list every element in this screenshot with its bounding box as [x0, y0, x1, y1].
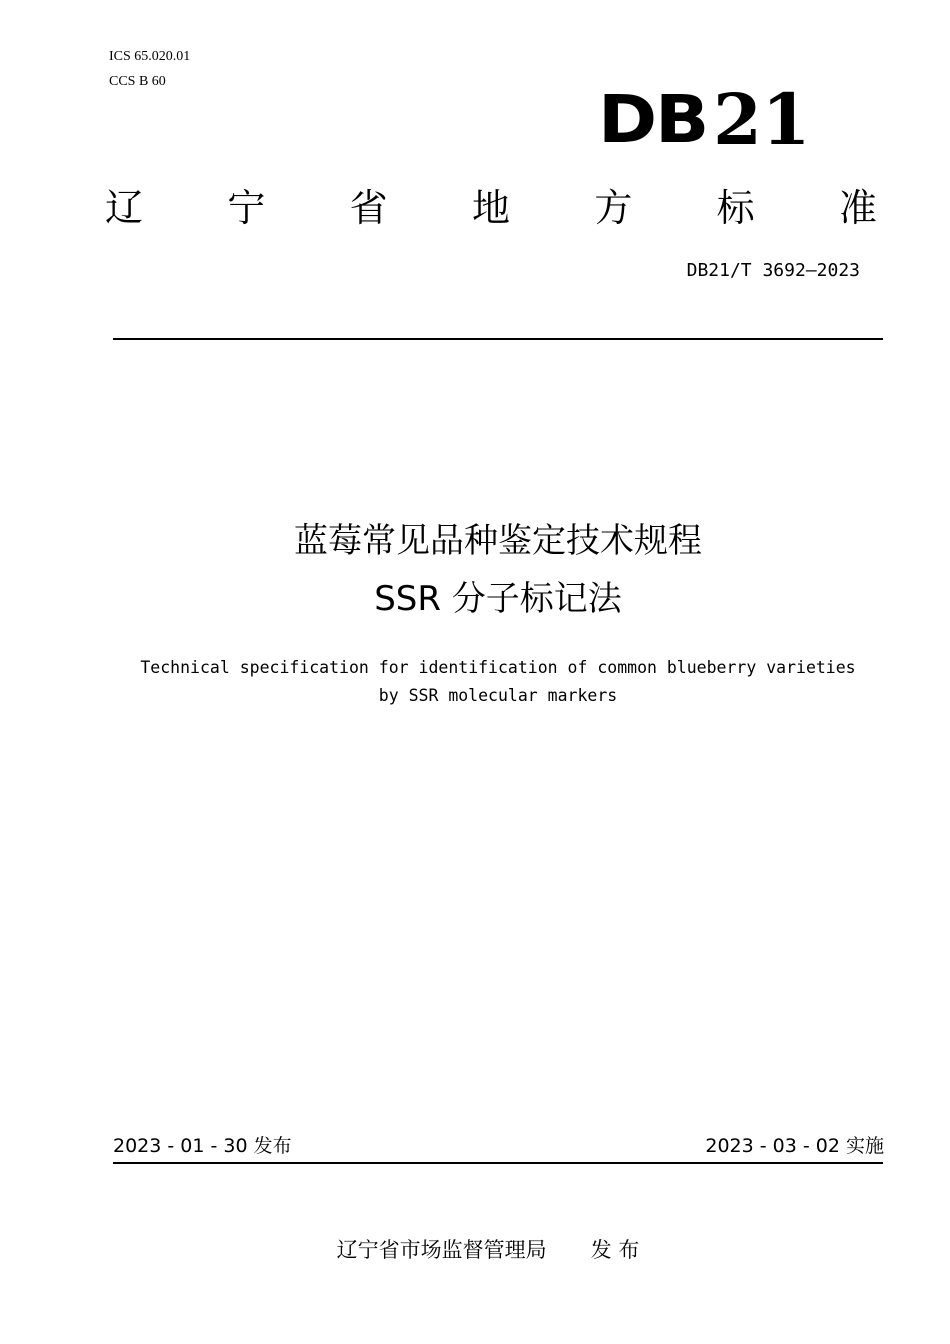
publisher-line — [0, 1235, 950, 1265]
logo-prefix: DB — [598, 81, 708, 158]
standard-type-char: 宁 — [227, 186, 266, 230]
db21-logo — [598, 78, 811, 161]
standard-type-char: 标 — [716, 186, 755, 230]
title-english-line-1: Technical specification for identification of common blueberry varieties — [140, 658, 856, 677]
header-divider — [113, 338, 883, 340]
title-english-line-2: by SSR molecular markers — [378, 686, 618, 705]
standard-type-heading — [105, 182, 877, 234]
standard-type-char: 地 — [471, 186, 510, 230]
standard-type-char: 辽 — [105, 186, 144, 230]
ics-code: ICS 65.020.01 — [109, 49, 191, 64]
standard-code: DB21/T 3692—2023 — [686, 260, 860, 281]
ccs-code: CCS B 60 — [109, 74, 166, 89]
logo-number: 21 — [713, 78, 811, 161]
title-chinese-line-2: SSR 分子标记法 — [374, 579, 622, 619]
publisher-action: 发 布 — [590, 1238, 640, 1262]
footer-divider — [113, 1162, 883, 1164]
implementation-date: 2023 - 03 - 02 实施 — [705, 1135, 884, 1157]
standard-type-char: 方 — [594, 186, 633, 230]
publisher-name: 辽宁省市场监督管理局 — [336, 1238, 547, 1262]
standard-type-char: 准 — [838, 186, 877, 230]
standard-type-char: 省 — [349, 186, 388, 230]
title-chinese-line-1: 蓝莓常见品种鉴定技术规程 — [294, 521, 702, 561]
issue-date: 2023 - 01 - 30 发布 — [113, 1135, 292, 1157]
